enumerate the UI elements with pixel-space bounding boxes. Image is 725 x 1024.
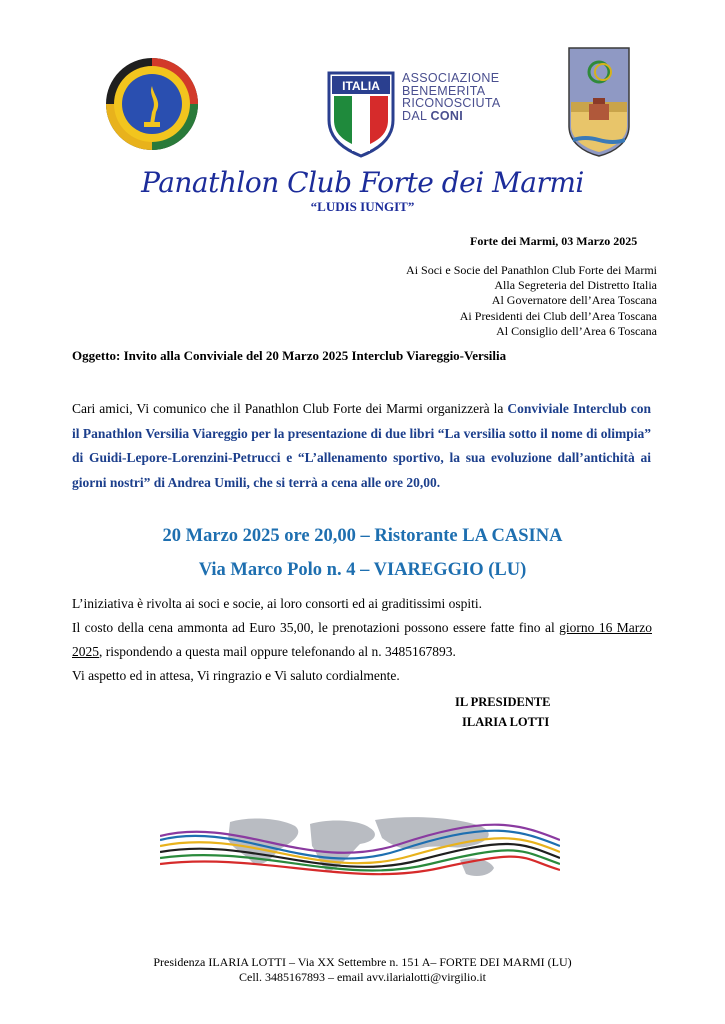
- event-address: Via Marco Polo n. 4 – VIAREGGIO (LU): [198, 560, 527, 580]
- recipient-line: Al Governatore dell’Area Toscana: [491, 293, 657, 308]
- cost-text: Il costo della cena ammonta ad Euro 35,00, le prenotazioni possono essere fatte fino al: [72, 620, 560, 635]
- coni-badge-text: ITALIA: [342, 79, 380, 93]
- recipient-line: Alla Segreteria del Distretto Italia: [494, 278, 657, 293]
- signature-title: IL PRESIDENTE: [455, 695, 551, 709]
- letter-subject: Oggetto: Invito alla Conviviale del 20 Marzo 2025 Interclub Viareggio-Versilia: [72, 348, 507, 363]
- signature-name: ILARIA LOTTI: [462, 715, 550, 729]
- coni-line: DAL: [402, 108, 431, 123]
- paragraph-cost: [72, 616, 652, 664]
- event-date-venue: 20 Marzo 2025 ore 20,00 – Ristorante LA CASINA: [162, 526, 563, 546]
- coni-line: RICONOSCIUTA: [402, 96, 501, 110]
- recipients-list: [406, 263, 657, 339]
- coni-shield-icon: [326, 70, 396, 158]
- contact-text: , rispondendo a questa mail oppure telefonando al n. 3485167893.: [99, 644, 456, 659]
- letter-details: [72, 592, 652, 688]
- letter-body: [72, 397, 651, 495]
- recipient-line: Ai Soci e Socie del Panathlon Club Forte dei Marmi: [406, 263, 657, 277]
- body-highlight: Conviviale Interclub con il Panathlon Versilia Viareggio per la presentazione di due libri “La versilia sotto il nome di olimpia” di Guidi-Lepore-Lorenzini-Petrucci e “L’allenamento sportivo, la sua evoluzione dall’antichità ai giorni nostri” di Andrea Umili, che si terrà a cena alle ore 20,00.: [72, 401, 652, 490]
- coni-line: ASSOCIAZIONE: [402, 71, 500, 85]
- recipient-line: Ai Presidenti dei Club dell’Area Toscana: [459, 308, 657, 323]
- paragraph-invitees: L’iniziativa è rivolta ai soci e socie, ai loro consorti ed ai graditissimi ospiti.: [72, 596, 483, 611]
- club-name-title: Panathlon Club Forte dei Marmi: [141, 166, 584, 199]
- club-motto: “LUDIS IUNGIT”: [310, 199, 415, 214]
- deadline-underlined: giorno 16 Marzo 2025: [72, 620, 652, 659]
- footer-contacts: Cell. 3485167893 – email avv.ilarialotti@virgilio.it: [238, 970, 487, 984]
- recipient-line: Al Consiglio dell’Area 6 Toscana: [496, 323, 657, 338]
- coni-name: CONI: [430, 108, 463, 123]
- world-ribbons-graphic: [160, 810, 560, 890]
- page-footer: [0, 955, 725, 985]
- coni-recognition-text: [402, 72, 501, 122]
- forte-dei-marmi-crest: [567, 46, 631, 158]
- footer-address: Presidenza ILARIA LOTTI – Via XX Settembre n. 151 A– FORTE DEI MARMI (LU): [153, 955, 572, 969]
- coni-line: BENEMERITA: [402, 83, 486, 98]
- body-intro: Cari amici, Vi comunico che il Panathlon Club Forte dei Marmi organizzerà la: [72, 401, 508, 416]
- paragraph-closing: Vi aspetto ed in attesa, Vi ringrazio e Vi saluto cordialmente.: [72, 668, 400, 683]
- letter-date: Forte dei Marmi, 03 Marzo 2025: [470, 234, 638, 248]
- panathlon-club-emblem: [104, 56, 200, 152]
- signature-block: [455, 692, 551, 732]
